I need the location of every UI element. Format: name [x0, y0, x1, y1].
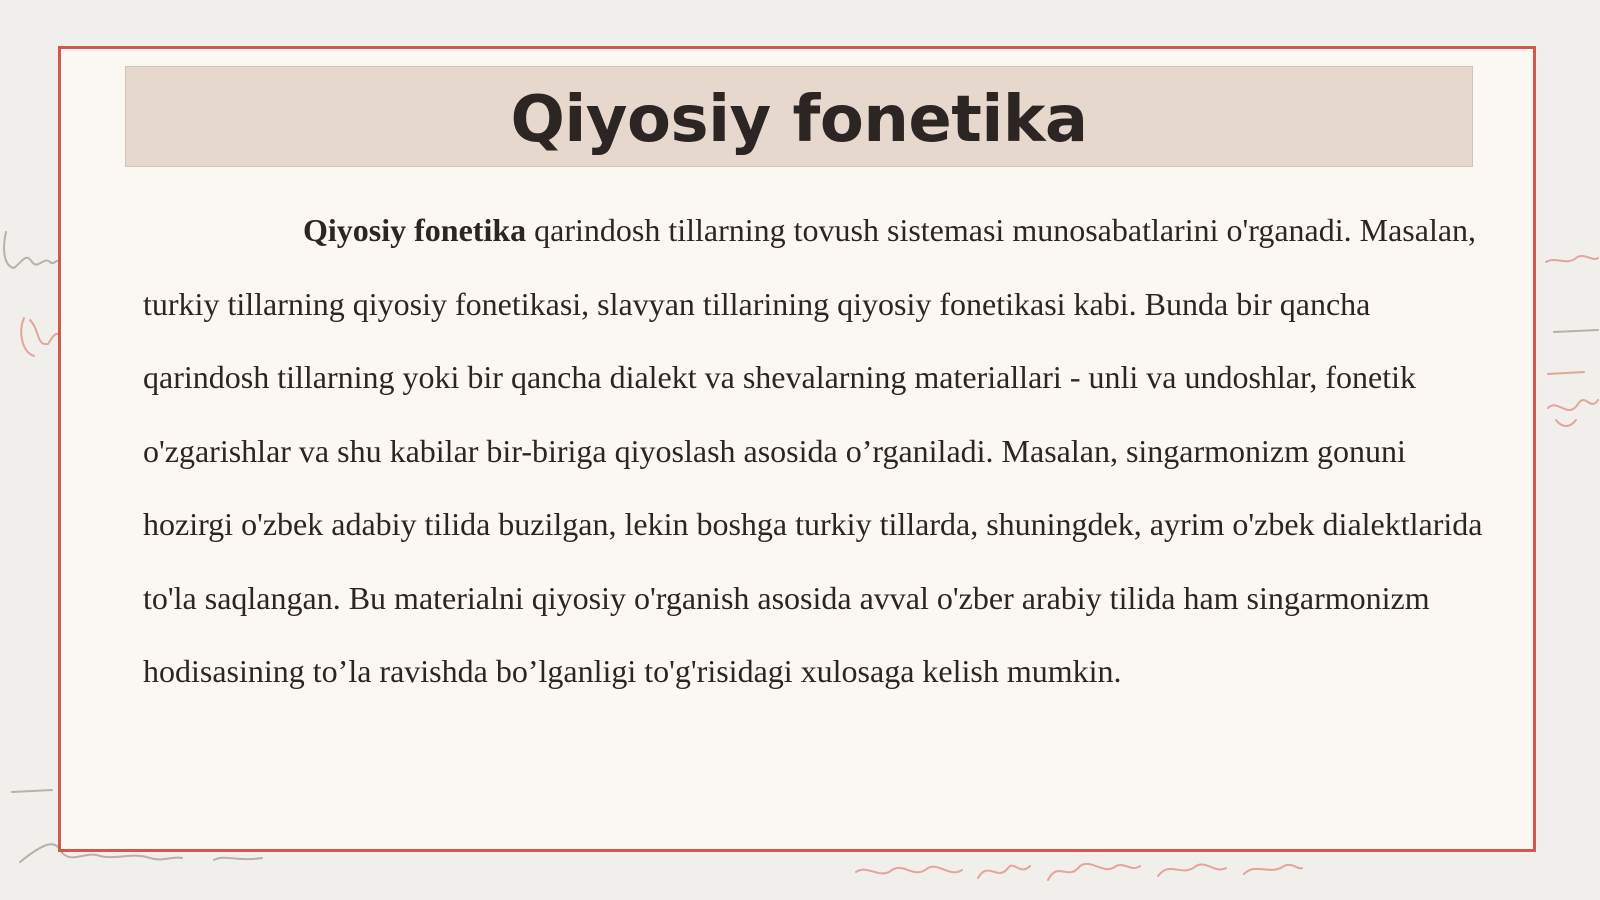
scribble-right-1	[1546, 256, 1598, 262]
scribble-left-1	[4, 232, 60, 268]
scribble-right-2	[1554, 330, 1598, 332]
scribble-left-3	[12, 790, 52, 792]
title-band	[125, 66, 1473, 167]
body-term: Qiyosiy fonetika	[303, 212, 527, 248]
slide-frame	[58, 46, 1536, 852]
slide-title: Qiyosiy fonetika	[510, 82, 1088, 157]
scribble-left-2	[21, 318, 60, 356]
body-paragraph	[143, 194, 1483, 709]
scribble-bottom	[856, 864, 1302, 880]
scribble-right-4	[1548, 400, 1598, 426]
body-text: qarindosh tillarning tovush sistemasi munosabatlarini o'rganadi. Masalan, turkiy tillarning qiyosiy fonetikasi, slavyan tillarining qiyosiy fonetikasi kabi. Bunda bir qancha qarindosh tillarning yoki bir qancha dialekt va shevalarning materiallari - unli va undoshlar, fonetik o'zgarishlar va shu kabilar bir-biriga qiyoslash asosida o’rganiladi. Masalan, singarmonizm gonuni hozirgi o'zbek adabiy tilida buzilgan, lekin boshga turkiy tillarda, shuningdek, ayrim o'zbek dialektlarida to'la saqlangan. Bu materialni qiyosiy o'rganish asosida avval o'zber arabiy tilida ham singarmonizm hodisasining to’la ravishda bo’lganligi to'g'risidagi xulosaga kelish mumkin.	[143, 212, 1483, 689]
scribble-right-3	[1548, 372, 1584, 374]
